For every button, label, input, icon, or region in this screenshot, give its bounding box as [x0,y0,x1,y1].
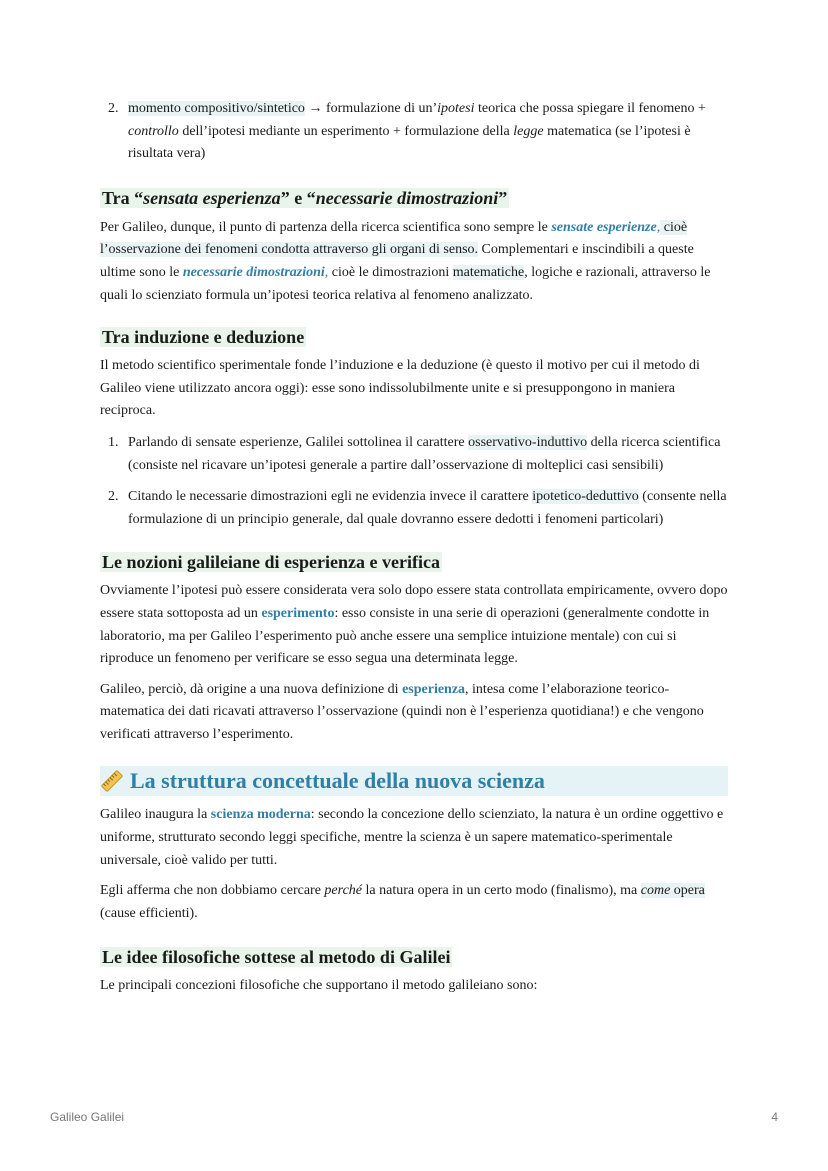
text: dell’ipotesi mediante un esperimento + formulazione della [178,123,514,139]
paragraph: Galileo, perciò, dà origine a una nuova definizione di esperienza, intesa come l’elaborazione teorico-matematica dei dati ricavati attraverso l’osservazione (quindi non è l’esperienza quotidiana!) e che vengono verificati attraverso l’esperimento. [100,681,704,742]
section-heading: Tra “sensata esperienza” e “necessarie dimostrazioni” [102,187,508,208]
text: teorica che possa spiegare il fenomeno + [474,101,706,116]
highlight-text: cioè l’osservazione dei fenomeni condotta attraverso gli organi di senso. [100,219,688,258]
text: matematica (se l’ipotesi è risultata vera) [128,123,691,162]
key-term: esperienza [402,681,466,697]
ruler-icon [100,769,124,793]
section-banner [100,766,728,796]
induction-list [100,432,728,531]
list-number: 1. [108,434,119,450]
text: → formulazione di un’ [304,101,438,116]
paragraph: Ovviamente l’ipotesi può essere considerata vera solo dopo essere stata controllata empiricamente, ovvero dopo essere stata sottoposta ad un esperimento: esso consiste in una serie di operazioni (generalmente condotte in laboratorio, ma per Galileo l’esperimento può anche essere una semplice intuizione mentale) con cui si riproduce un fenomeno per verificare se esso segua una determinata legge. [100,583,728,667]
list-number: 2. [108,489,119,505]
highlight-text: osservativo-induttivo [468,434,588,450]
italic-text: controllo [128,123,179,139]
highlight-text: come opera [640,883,705,899]
section-heading: Le idee filosofiche sottese al metodo di Galilei [102,947,451,968]
paragraph: Egli afferma che non dobbiamo cercare perché la natura opera in un certo modo (finalismo), ma come opera (cause efficienti). [100,883,705,921]
top-list [100,98,728,166]
paragraph: Per Galileo, dunque, il punto di partenza della ricerca scientifica sono sempre le sensate esperienze, cioè l’osservazione dei fenomeni condotta attraverso gli organi di senso. Complementari e inscindibili a queste ultime sono le necessarie dimostrazioni, cioè le dimostrazioni matematiche, logiche e razionali, attraverso le quali lo scienziato formula un’ipotesi teorica relativa al fenomeno analizzato. [100,219,711,303]
key-term: necessarie dimostrazioni [182,264,325,280]
banner-title: La struttura concettuale della nuova scienza [130,768,545,794]
highlight-text: momento compositivo/sintetico [128,101,305,116]
footer-title: Galileo Galilei [50,1110,125,1124]
highlight-text: ipotetico-deduttivo [532,489,639,505]
paragraph: Il metodo scientifico sperimentale fonde l’induzione e la deduzione (è questo il motivo per cui il metodo di Galileo viene utilizzato ancora oggi): esse sono indissolubilmente unite e si presuppongono in maniera reciproca. [100,358,700,419]
key-term: sensate esperienze [551,219,657,235]
list-item: 2. Citando le necessarie dimostrazioni egli ne evidenzia invece il carattere ipotetico-deduttivo (consente nella formulazione di un principio generale, dal quale dovranno essere dedotti i fenomeni particolari) [100,486,728,531]
section-heading: Tra induzione e deduzione [102,327,305,348]
section-heading: Le nozioni galileiane di esperienza e verifica [102,552,440,573]
key-term: scienza moderna [210,807,311,823]
paragraph: Galileo inaugura la scienza moderna: secondo la concezione dello scienziato, la natura è un ordine oggettivo e uniforme, strutturato secondo leggi specifiche, mentre la scienza è un sapere matematico-sperimentale universale, cioè valido per tutti. [100,807,724,868]
key-term: esperimento [261,605,335,621]
italic-text: legge [513,123,544,139]
list-item [100,98,728,166]
highlight-text: matematiche [452,264,525,280]
italic-text: ipotesi [437,101,475,116]
document-page [100,98,728,998]
list-number: 2. [108,101,119,116]
page-number: 4 [771,1110,778,1124]
paragraph: Le principali concezioni filosofiche che supportano il metodo galileiano sono: [100,978,538,994]
list-item: 1. Parlando di sensate esperienze, Galilei sottolinea il carattere osservativo-induttivo della ricerca scientifica (consiste nel ricavare un’ipotesi generale a partire dall’osservazione di molteplici casi sensibili) [100,432,728,477]
